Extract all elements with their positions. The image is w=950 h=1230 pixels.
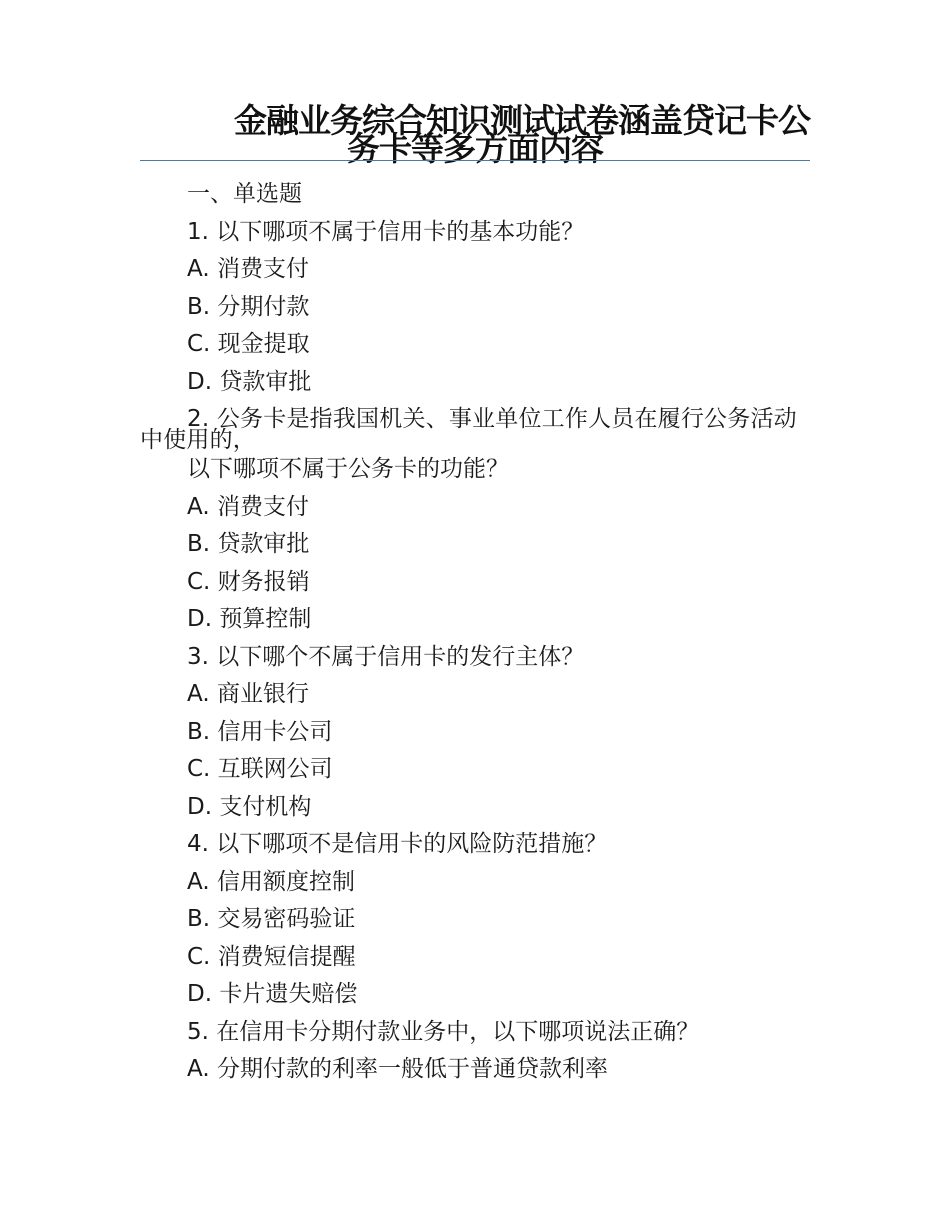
question-3: 3. 以下哪个不属于信用卡的发行主体？ [187,643,585,670]
title-line-1: 金融业务综合知识测试试卷涵盖贷记卡公 [234,101,810,140]
q2-option-b: B. 贷款审批 [187,531,310,557]
q4-option-a: A. 信用额度控制 [187,868,355,895]
question-2-intro: 2. 公务卡是指我国机关、事业单位工作人员在履行公务活动中使用的， [140,406,797,453]
q1-option-d: D. 贷款审批 [187,368,312,395]
title-line-2: 务卡等多方面内容 [347,129,603,168]
question-5: 5. 在信用卡分期付款业务中，以下哪项说法正确？ [187,1018,700,1045]
q4-option-d: D. 卡片遗失赔偿 [187,981,358,1007]
q3-option-a: A. 商业银行 [187,681,309,707]
q2-option-d: D. 预算控制 [187,606,312,632]
q4-option-b: B. 交易密码验证 [187,906,356,932]
q3-option-d: D. 支付机构 [187,793,312,820]
question-4: 4. 以下哪项不是信用卡的风险防范措施？ [187,831,608,857]
q4-option-c: C. 消费短信提醒 [187,943,356,970]
question-1: 1. 以下哪项不属于信用卡的基本功能？ [187,218,585,245]
title-underline [140,160,810,161]
q2-option-c: C. 财务报销 [187,568,310,595]
document-title [140,101,810,168]
q3-option-c: C. 互联网公司 [187,756,333,782]
q3-option-b: B. 信用卡公司 [187,718,333,745]
q1-option-a: A. 消费支付 [187,256,309,282]
document-body [140,176,810,1089]
question-2: 以下哪项不属于公务卡的功能？ [187,456,509,482]
q5-option-a: A. 分期付款的利率一般低于普通贷款利率 [187,1056,608,1082]
q2-option-a: A. 消费支付 [187,493,309,520]
q1-option-b: B. 分期付款 [187,293,310,320]
section-heading: 一、单选题 [187,181,302,207]
q1-option-c: C. 现金提取 [187,331,310,357]
